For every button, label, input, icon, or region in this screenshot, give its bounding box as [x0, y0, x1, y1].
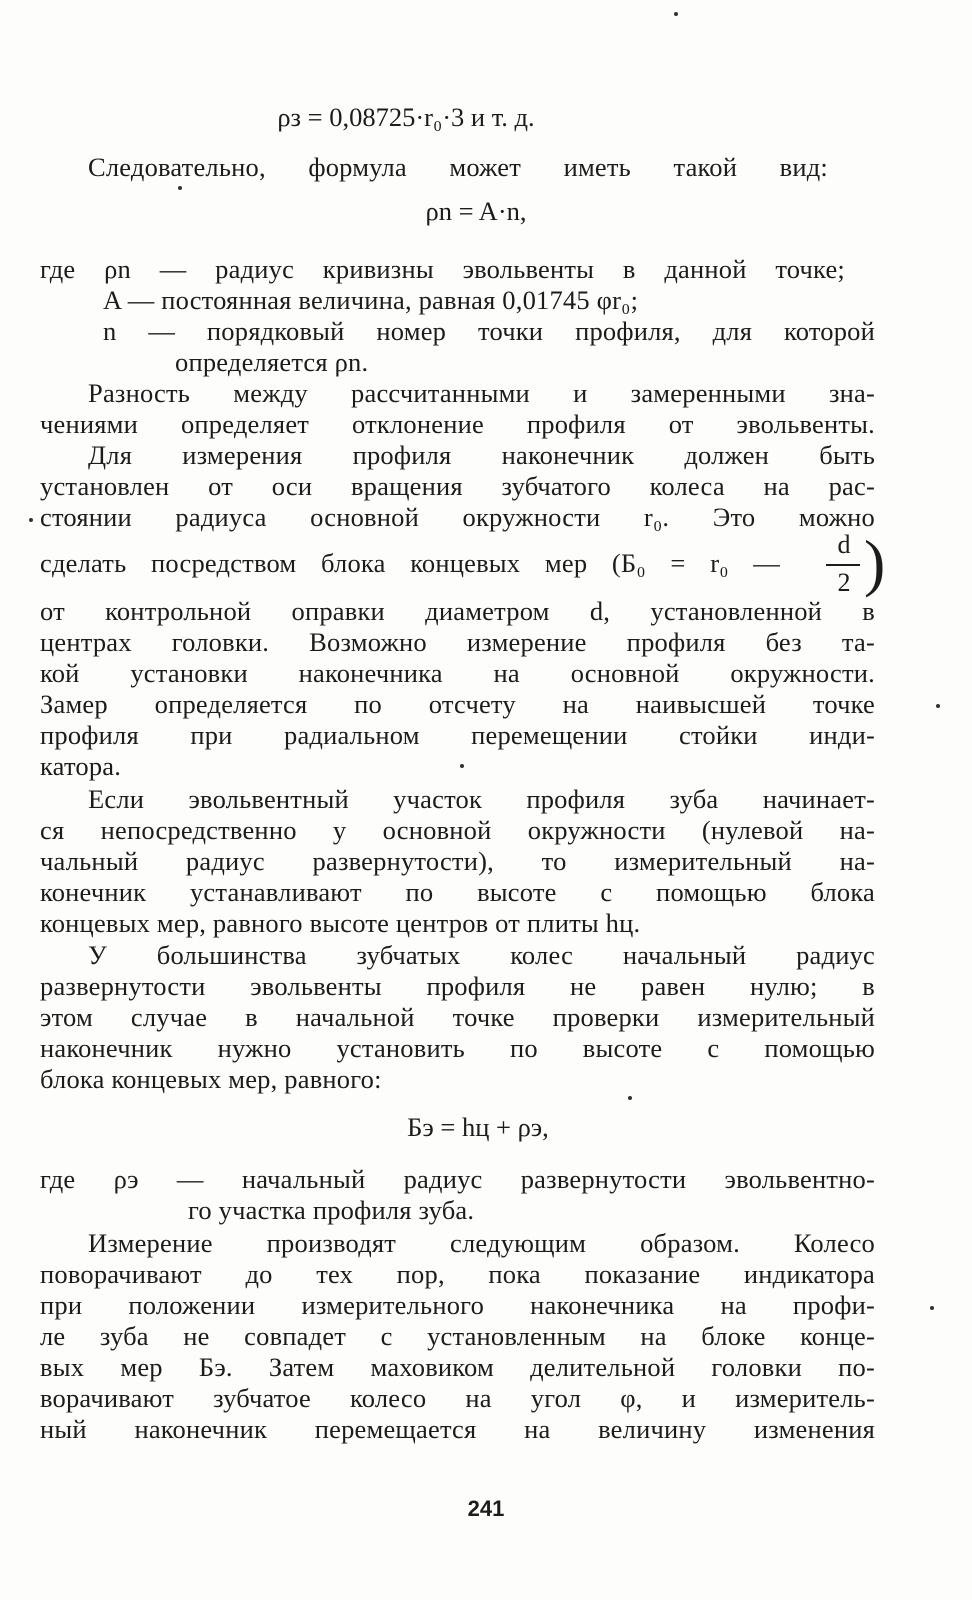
text-line: конечник устанавливают по высоте с помощью блока: [40, 877, 875, 907]
text-line: Измерение производят следующим образом. Колесо: [88, 1228, 875, 1258]
text-line: вых мер Бэ. Затем маховиком делительной головки по-: [40, 1352, 875, 1382]
text-line: этом случае в начальной точке проверки измерительный: [40, 1002, 875, 1032]
text-line: Для измерения профиля наконечник должен быть: [88, 440, 875, 470]
text-line: катора.: [40, 751, 122, 781]
text-line: ворачивают зубчатое колесо на угол φ, и измеритель-: [40, 1383, 875, 1413]
definition-rhoe-cont: го участка профиля зуба.: [188, 1195, 475, 1225]
print-speck: [936, 704, 940, 708]
print-speck: [674, 12, 678, 16]
text-line: ся непосредственно у основной окружности (нулевой на-: [40, 815, 875, 845]
text-line: блока концевых мер, равного:: [40, 1064, 382, 1094]
fraction-numerator: d: [837, 530, 851, 559]
fraction-denominator: 2: [837, 568, 851, 597]
text-line: поворачивают до тех пор, пока показание индикатора: [40, 1259, 875, 1289]
fraction-bar: [826, 564, 860, 566]
text-line: Замер определяется по отсчету на наивысшей точке: [40, 689, 875, 719]
fraction-d-over-2: [792, 527, 886, 602]
definition-a: A — постоянная величина, равная 0,01745 φr₀;: [103, 285, 639, 315]
print-speck: [178, 186, 182, 190]
print-speck: [930, 1306, 934, 1310]
definition-n-cont: определяется ρn.: [175, 347, 369, 377]
definition-rhoe: где ρэ — начальный радиус развернутости эвольвентно-: [40, 1164, 875, 1194]
text-line: профиля при радиальном перемещении стойки инди-: [40, 720, 875, 750]
formula-be: Бэ = hц + ρэ,: [407, 1112, 549, 1142]
text-line: установлен от оси вращения зубчатого колеса на рас-: [40, 471, 875, 501]
print-speck: [29, 518, 33, 522]
text-line: при положении измерительного наконечника на профи-: [40, 1290, 875, 1320]
text-line: Следовательно, формула может иметь такой вид:: [88, 152, 828, 182]
print-speck: [628, 1096, 632, 1100]
text-line: концевых мер, равного высоте центров от плиты hц.: [40, 908, 641, 938]
page-number: 241: [467, 1496, 505, 1521]
formula-rhon: ρn = A·n,: [425, 196, 527, 226]
text-line: кой установки наконечника на основной окружности.: [40, 658, 875, 688]
text-line: центрах головки. Возможно измерение профиля без та-: [40, 627, 875, 657]
text-line-with-fraction: сделать посредством блока концевых мер (Б₀ = r₀ —: [40, 548, 780, 578]
definition-rhon: где ρn — радиус кривизны эвольвенты в данной точке;: [40, 254, 845, 284]
text-line: от контрольной оправки диаметром d, установленной в: [40, 596, 875, 626]
text-line: чальный радиус развернутости), то измерительный на-: [40, 846, 875, 876]
text-line: стоянии радиуса основной окружности r₀. Это можно: [40, 502, 875, 532]
text-line: ле зуба не совпадет с установленным на блоке конце-: [40, 1321, 875, 1351]
closing-paren: ): [864, 527, 886, 598]
text-line: Разность между рассчитанными и замеренными зна-: [88, 378, 875, 408]
text-line: У большинства зубчатых колес начальный радиус: [88, 940, 875, 970]
text-line: развернутости эвольвенты профиля не равен нулю; в: [40, 971, 875, 1001]
formula-rho3: ρз = 0,08725·r₀·3 и т. д.: [277, 102, 535, 132]
text-line: наконечник нужно установить по высоте с помощью: [40, 1033, 875, 1063]
print-speck: [460, 764, 464, 768]
definition-n: n — порядковый номер точки профиля, для которой: [103, 316, 875, 346]
text-line: ный наконечник перемещается на величину изменения: [40, 1414, 875, 1444]
text-line: чениями определяет отклонение профиля от эвольвенты.: [40, 409, 875, 439]
text-line: Если эвольвентный участок профиля зуба начинает-: [88, 784, 875, 814]
